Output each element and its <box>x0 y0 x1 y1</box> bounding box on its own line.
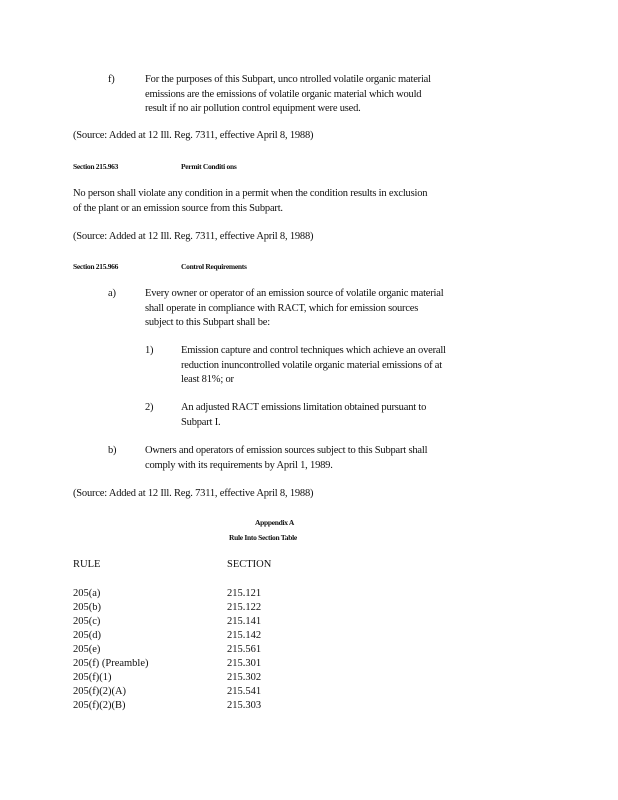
table-rule-cell: 205(f)(2)(A) <box>73 686 127 697</box>
table-rule-cell: 205(f)(1) <box>73 672 112 683</box>
para-a2-line: An adjusted RACT emissions limitation obtained pursuant to <box>181 402 427 413</box>
column-header-rule: RULE <box>73 559 101 570</box>
table-section-cell: 215.142 <box>227 630 262 641</box>
para-b-line: comply with its requirements by April 1, 1989. <box>145 459 333 471</box>
para-a2-text <box>181 401 481 430</box>
para-a1-line: least 81%; or <box>181 374 234 385</box>
para-a1-line: reduction inuncontrolled volatile organic material emissions of at <box>181 359 442 371</box>
section-number: Section 215.963 <box>73 162 119 171</box>
section-number: Section 215.966 <box>73 262 119 271</box>
para-963-line: of the plant or an emission source from this Subpart. <box>73 202 283 214</box>
table-section-cell: 215.122 <box>227 602 262 613</box>
table-rule-cell: 205(d) <box>73 630 101 641</box>
table-rule-cell: 205(e) <box>73 644 101 655</box>
para-a-line: Every owner or operator of an emission source of volatile organic material <box>145 288 444 299</box>
table-rule-cell: 205(f)(2)(B) <box>73 700 126 711</box>
column-header-section: SECTION <box>227 559 272 570</box>
table-rule-cell: 205(a) <box>73 588 101 599</box>
table-rule-cell: 205(b) <box>73 602 101 613</box>
para-b-text <box>145 444 490 473</box>
para-a2-label: 2) <box>145 402 154 413</box>
table-rule-cell: 205(c) <box>73 616 101 627</box>
para-f-line: For the purposes of this Subpart, unco ntrolled volatile organic material <box>145 74 431 85</box>
para-963-line: No person shall violate any condition in a permit when the condition results in exclusion <box>73 188 428 199</box>
source-note: (Source: Added at 12 Ill. Reg. 7311, effective April 8, 1988) <box>73 130 314 141</box>
appendix-title: Apppendix A <box>255 518 295 527</box>
table-section-cell: 215.541 <box>227 686 262 697</box>
source-note: (Source: Added at 12 Ill. Reg. 7311, effective April 8, 1988) <box>73 488 314 499</box>
para-f-line: emissions are the emissions of volatile organic material which would <box>145 88 422 100</box>
source-note: (Source: Added at 12 Ill. Reg. 7311, effective April 8, 1988) <box>73 231 314 242</box>
section-title: Permit Conditi ons <box>181 162 237 171</box>
table-section-cell: 215.141 <box>227 616 262 627</box>
para-b-label: b) <box>108 445 117 456</box>
para-a-line: shall operate in compliance with RACT, which for emission sources <box>145 302 419 314</box>
para-a-line: subject to this Subpart shall be: <box>145 317 270 328</box>
para-a-text <box>145 287 500 331</box>
para-a1-label: 1) <box>145 345 154 356</box>
para-a1-text <box>181 344 501 388</box>
section-title: Control Requirements <box>181 262 247 271</box>
para-f-label: f) <box>108 74 115 85</box>
table-section-cell: 215.303 <box>227 700 262 711</box>
table-section-cell: 215.561 <box>227 644 262 655</box>
para-a2-line: Subpart I. <box>181 416 221 428</box>
para-a-label: a) <box>108 288 116 299</box>
para-a1-line: Emission capture and control techniques which achieve an overall <box>181 345 446 356</box>
para-963-text <box>73 187 498 216</box>
table-section-cell: 215.302 <box>227 672 262 683</box>
appendix-subtitle: Rule Into Section Table <box>229 533 297 542</box>
table-section-cell: 215.121 <box>227 588 262 599</box>
table-section-cell: 215.301 <box>227 658 262 669</box>
para-b-line: Owners and operators of emission sources subject to this Subpart shall <box>145 445 428 456</box>
para-f-line: result if no air pollution control equipment were used. <box>145 103 361 114</box>
table-rule-cell: 205(f) (Preamble) <box>73 658 149 669</box>
para-f-text <box>145 73 478 117</box>
